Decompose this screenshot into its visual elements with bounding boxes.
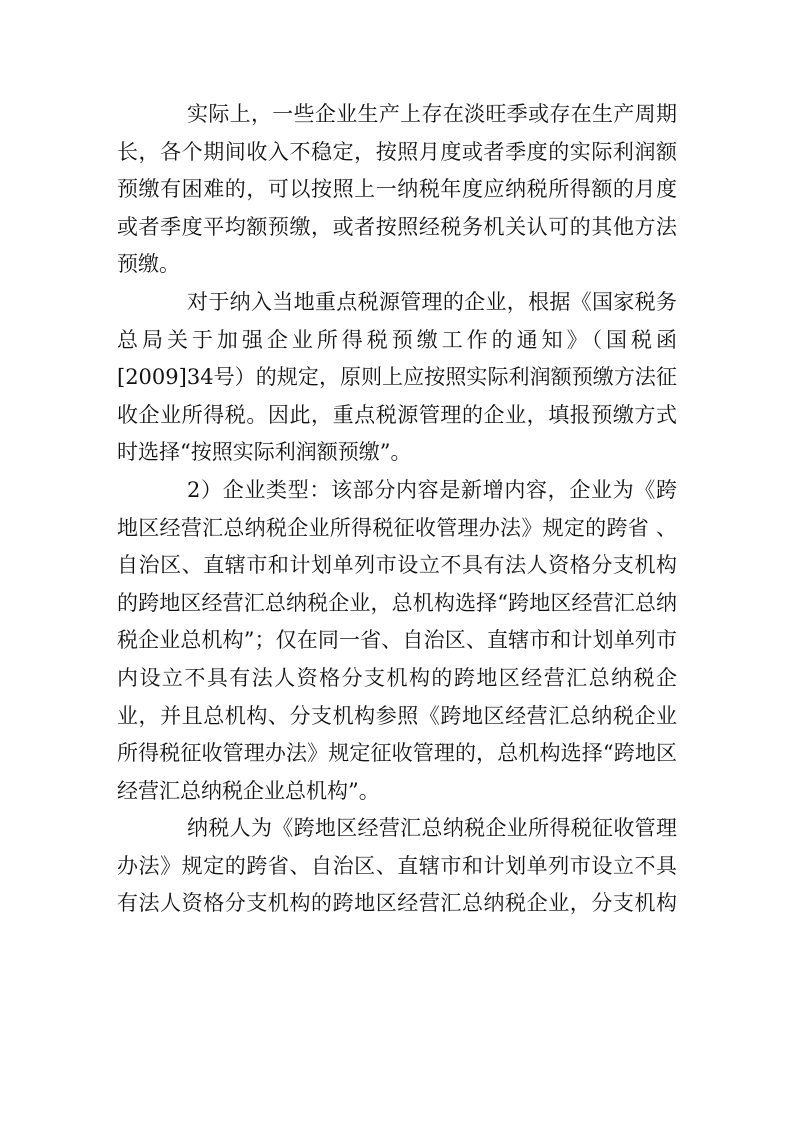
text-line: 或者季度平均额预缴，或者按照经税务机关认可的其他方法 (117, 214, 677, 239)
paragraph-2 (117, 284, 677, 472)
text-line: 纳税人为《跨地区经营汇总纳税企业所得税征收管理 (187, 816, 677, 841)
text-line: 经营汇总纳税企业总机构”。 (117, 778, 380, 803)
text-line: 收企业所得税。因此，重点税源管理的企业，填报预缴方式 (117, 402, 677, 427)
paragraph-3 (117, 472, 677, 810)
text-line: 预缴有困难的，可以按照上一纳税年度应纳税所得额的月度 (117, 177, 677, 202)
text-line: [2009]34号）的规定，原则上应按照实际利润额预缴方法征 (117, 365, 677, 390)
text-line: 的跨地区经营汇总纳税企业，总机构选择“跨地区经营汇总纳 (117, 590, 677, 615)
text-line: 内设立不具有法人资格分支机构的跨地区经营汇总纳税企 (117, 665, 677, 690)
text-line: 税企业总机构”；仅在同一省、自治区、直辖市和计划单列市 (117, 628, 677, 653)
text-line: 实际上，一些企业生产上存在淡旺季或存在生产周期 (187, 102, 677, 126)
text-line: 时选择“按照实际利润额预缴”。 (117, 440, 412, 465)
paragraph-1 (117, 96, 677, 284)
text-line: 预缴。 (117, 252, 180, 277)
text-line: 自治区、直辖市和计划单列市设立不具有法人资格分支机构 (117, 553, 677, 578)
text-line: 总局关于加强企业所得税预缴工作的通知》（国税函 (117, 327, 677, 352)
paragraph-4 (117, 810, 677, 923)
text-line: 业，并且总机构、分支机构参照《跨地区经营汇总纳税企业 (117, 703, 677, 728)
document-body (117, 96, 677, 923)
text-line: 所得税征收管理办法》规定征收管理的，总机构选择“跨地区 (117, 741, 677, 766)
text-line: 办法》规定的跨省、自治区、直辖市和计划单列市设立不具 (117, 853, 677, 878)
text-line: 有法人资格分支机构的跨地区经营汇总纳税企业，分支机构 (117, 891, 677, 916)
text-line: 对于纳入当地重点税源管理的企业，根据《国家税务 (187, 289, 677, 314)
text-line: 长，各个期间收入不稳定，按照月度或者季度的实际利润额 (117, 139, 677, 164)
text-line: 地区经营汇总纳税企业所得税征收管理办法》规定的跨省 、 (117, 515, 677, 540)
text-line: 2）企业类型：该部分内容是新增内容，企业为《跨 (187, 477, 677, 502)
